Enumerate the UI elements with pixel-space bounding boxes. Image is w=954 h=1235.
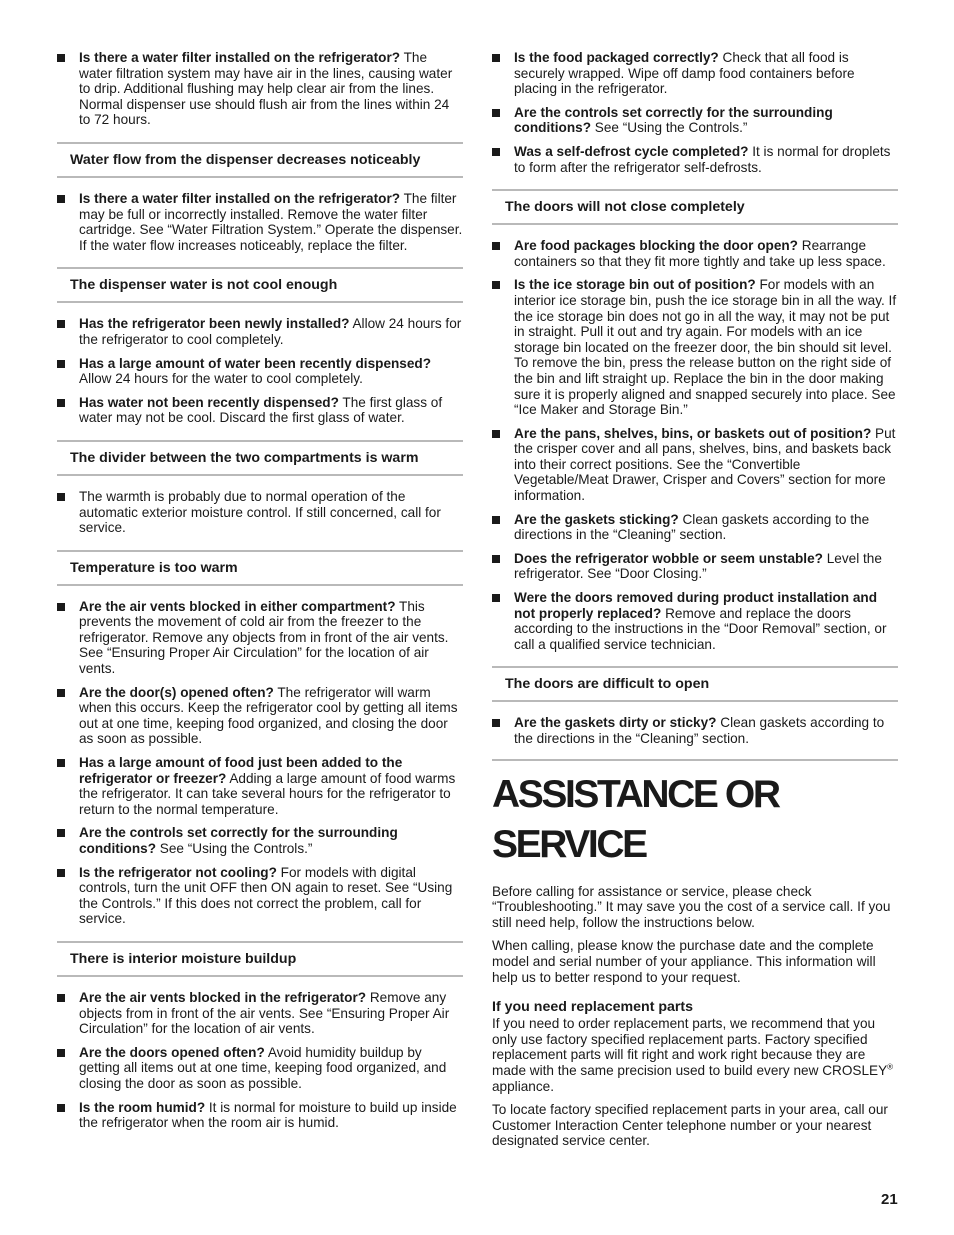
section-heading: There is interior moisture buildup bbox=[57, 941, 463, 977]
square-bullet-icon bbox=[57, 320, 65, 328]
item-text: The water filtration system may have air in the lines, causing water to drip. Additional flushing may help clear air from the lines. Normal dispenser use should flush air from the lines within 24 to 72 hours. bbox=[79, 50, 453, 128]
item-question: Are the gaskets sticking? bbox=[514, 511, 679, 527]
square-bullet-icon bbox=[57, 493, 65, 501]
item-text: Check that all food is securely wrapped. Wipe off damp food containers before placing in the refrigerator. bbox=[514, 50, 855, 97]
list-item bbox=[492, 551, 898, 582]
list-item bbox=[57, 865, 463, 927]
item-question: Is the room humid? bbox=[79, 1099, 206, 1115]
item-question: Is the food packaged correctly? bbox=[514, 50, 719, 65]
assistance-paragraph: To locate factory specified replacement parts in your area, call our Customer Interaction Center telephone number or your nearest designated service center. bbox=[492, 1102, 888, 1149]
square-bullet-icon bbox=[492, 516, 500, 524]
item-text: It is normal for moisture to build up inside the refrigerator when the room air is humid. bbox=[79, 1099, 457, 1131]
square-bullet-icon bbox=[492, 148, 500, 156]
item-question: Has the refrigerator been newly installed? bbox=[79, 316, 350, 332]
right-column bbox=[492, 50, 898, 1157]
item-text: The warmth is probably due to normal operation of the automatic exterior moisture control. If still concerned, call for service. bbox=[79, 488, 441, 536]
item-text: The first glass of water may not be cool. Discard the first glass of water. bbox=[79, 394, 443, 426]
item-question: Were the doors removed during product installation and not properly replaced? bbox=[514, 590, 878, 621]
item-question: Are the air vents blocked in either compartment? bbox=[79, 598, 396, 614]
section-heading: The doors are difficult to open bbox=[492, 666, 898, 702]
list-item bbox=[57, 685, 463, 747]
section-heading: The doors will not close completely bbox=[492, 189, 898, 225]
list-item bbox=[492, 144, 898, 175]
item-text: Clean gaskets according to the directions in the “Cleaning” section. bbox=[514, 715, 885, 746]
square-bullet-icon bbox=[57, 1049, 65, 1057]
item-text: Clean gaskets according to the directions in the “Cleaning” section. bbox=[514, 511, 870, 543]
list-item bbox=[492, 590, 898, 652]
item-text: This prevents the movement of cold air from the freezer to the refrigerator. Remove any objects from in front of the air vents. See “Ensuring Proper Air Circulation” for the location of air vents. bbox=[79, 598, 449, 677]
list-item bbox=[57, 1100, 463, 1131]
page-number: 21 bbox=[881, 1191, 898, 1208]
item-question: Has a large amount of food just been added to the refrigerator or freezer? bbox=[79, 755, 403, 786]
item-question: Is the ice storage bin out of position? bbox=[514, 277, 756, 293]
item-text: The filter may be full or incorrectly installed. Remove the water filter cartridge. See “Water Filtration System.” Operate the dispenser. If the water flow increases noticeably, replace the filter. bbox=[79, 190, 463, 253]
square-bullet-icon bbox=[57, 759, 65, 767]
item-question: Are the pans, shelves, bins, or baskets out of position? bbox=[514, 425, 872, 441]
square-bullet-icon bbox=[492, 719, 500, 727]
item-question: Is there a water filter installed on the refrigerator? bbox=[79, 190, 401, 206]
list-item bbox=[57, 599, 463, 677]
item-question: Are the gaskets dirty or sticky? bbox=[514, 715, 717, 731]
square-bullet-icon bbox=[57, 689, 65, 697]
item-text: See “Using the Controls.” bbox=[156, 841, 313, 856]
item-question: Is there a water filter installed on the refrigerator? bbox=[79, 50, 401, 65]
square-bullet-icon bbox=[57, 603, 65, 611]
item-text: For models with digital controls, turn the unit OFF then ON again to reset. See “Using the Controls.” If this does not correct the problem, call for service. bbox=[79, 864, 453, 927]
assistance-paragraph: Before calling for assistance or service, please check “Troubleshooting.” It may save you the cost of a service call. If you still need help, follow the instructions below. bbox=[492, 883, 891, 930]
item-text: For models with an interior ice storage bin, push the ice storage bin in all the way. If the ice storage bin does not go in all the way, it may not be put in straight. Pull it out and try again. For models with an ice storage bin located on the freezer door, the bin should sit level. To remove the bin, press the release button on the right side of the bin and lift straight up. Replace the bin in the door making sure it is properly aligned and snapped securely into place. See “Ice Maker and Storage Bin.” bbox=[514, 277, 897, 418]
item-question: Are the controls set correctly for the surrounding conditions? bbox=[79, 825, 398, 856]
list-item bbox=[492, 715, 898, 746]
list-item bbox=[492, 238, 898, 269]
list-item bbox=[57, 356, 463, 387]
item-text: Put the crisper cover and all pans, shelves, bins, and baskets back into their correct positions. See the “Convertible Vegetable/Meat Drawer, Crisper and Covers” section for more information. bbox=[514, 425, 896, 504]
square-bullet-icon bbox=[492, 281, 500, 289]
item-text: Adding a large amount of food warms the refrigerator. It can take several hours for the refrigerator to return to the normal temperature. bbox=[79, 770, 456, 817]
square-bullet-icon bbox=[492, 555, 500, 563]
list-item bbox=[57, 755, 463, 817]
item-text: Allow 24 hours for the refrigerator to cool completely. bbox=[79, 316, 462, 347]
list-item bbox=[492, 426, 898, 504]
section-heading: The dispenser water is not cool enough bbox=[57, 267, 463, 303]
item-question: Are the doors opened often? bbox=[79, 1044, 265, 1060]
list-item bbox=[492, 105, 898, 136]
square-bullet-icon bbox=[492, 109, 500, 117]
item-question: Was a self-defrost cycle completed? bbox=[514, 143, 749, 159]
square-bullet-icon bbox=[57, 54, 65, 62]
square-bullet-icon bbox=[57, 994, 65, 1002]
square-bullet-icon bbox=[57, 1104, 65, 1112]
item-text: Allow 24 hours for the water to cool completely. bbox=[79, 371, 363, 387]
list-item bbox=[57, 825, 463, 856]
item-text: Level the refrigerator. See “Door Closing.” bbox=[514, 550, 882, 582]
square-bullet-icon bbox=[57, 829, 65, 837]
section-heading: Temperature is too warm bbox=[57, 550, 463, 586]
list-item bbox=[492, 512, 898, 543]
assistance-paragraph: When calling, please know the purchase date and the complete model and serial number of your appliance. This information will help us to better respond to your request. bbox=[492, 938, 876, 985]
assistance-paragraph: If you need to order replacement parts, we recommend that you only use factory specified replacement parts. Factory specified replacement parts will fit right and work right because they are made with the same precision used to build every new CROSLEY® appliance. bbox=[492, 1016, 894, 1094]
square-bullet-icon bbox=[492, 242, 500, 250]
item-question: Has water not been recently dispensed? bbox=[79, 394, 339, 410]
square-bullet-icon bbox=[57, 399, 65, 407]
item-question: Are food packages blocking the door open? bbox=[514, 238, 798, 254]
list-item bbox=[57, 316, 463, 347]
list-item bbox=[57, 50, 463, 128]
item-text: Remove and replace the doors according to the instructions in the “Door Removal” section, or call a qualified service technician. bbox=[514, 605, 887, 652]
list-item bbox=[57, 990, 463, 1037]
square-bullet-icon bbox=[57, 195, 65, 203]
square-bullet-icon bbox=[492, 594, 500, 602]
square-bullet-icon bbox=[57, 869, 65, 877]
section-heading: Water flow from the dispenser decreases noticeably bbox=[57, 142, 463, 178]
list-item bbox=[57, 395, 463, 426]
section-heading: The divider between the two compartments is warm bbox=[57, 440, 463, 476]
item-question: Are the air vents blocked in the refrigerator? bbox=[79, 989, 367, 1005]
assistance-title: ASSISTANCE OR SERVICE bbox=[492, 759, 898, 870]
square-bullet-icon bbox=[492, 54, 500, 62]
item-text: Rearrange containers so that they fit more tightly and take up less space. bbox=[514, 238, 886, 269]
item-text: See “Using the Controls.” bbox=[591, 120, 748, 136]
list-item bbox=[492, 50, 898, 97]
item-text: It is normal for droplets to form after the refrigerator self-defrosts. bbox=[514, 143, 891, 175]
left-column bbox=[57, 50, 463, 1139]
list-item bbox=[57, 1045, 463, 1092]
item-question: Are the door(s) opened often? bbox=[79, 684, 274, 700]
item-question: Are the controls set correctly for the surrounding conditions? bbox=[514, 104, 833, 136]
item-text: The refrigerator will warm when this occurs. Keep the refrigerator cool by getting all items out at one time, keeping food organized, and closing the door as soon as possible. bbox=[79, 684, 458, 747]
replacement-parts-heading: If you need replacement parts bbox=[492, 999, 694, 1016]
list-item bbox=[492, 277, 898, 417]
item-question: Does the refrigerator wobble or seem unstable? bbox=[514, 550, 823, 566]
item-question: Is the refrigerator not cooling? bbox=[79, 864, 277, 880]
item-text: Avoid humidity buildup by getting all items out at one time, keeping food organized, and closing the door as soon as possible. bbox=[79, 1044, 447, 1091]
list-item bbox=[57, 191, 463, 253]
square-bullet-icon bbox=[492, 430, 500, 438]
item-question: Has a large amount of water been recently dispensed? bbox=[79, 355, 432, 371]
item-text: Remove any objects from in front of the air vents. See “Ensuring Proper Air Circulation” for the location of air vents. bbox=[79, 989, 450, 1037]
list-item bbox=[57, 489, 463, 536]
square-bullet-icon bbox=[57, 360, 65, 368]
